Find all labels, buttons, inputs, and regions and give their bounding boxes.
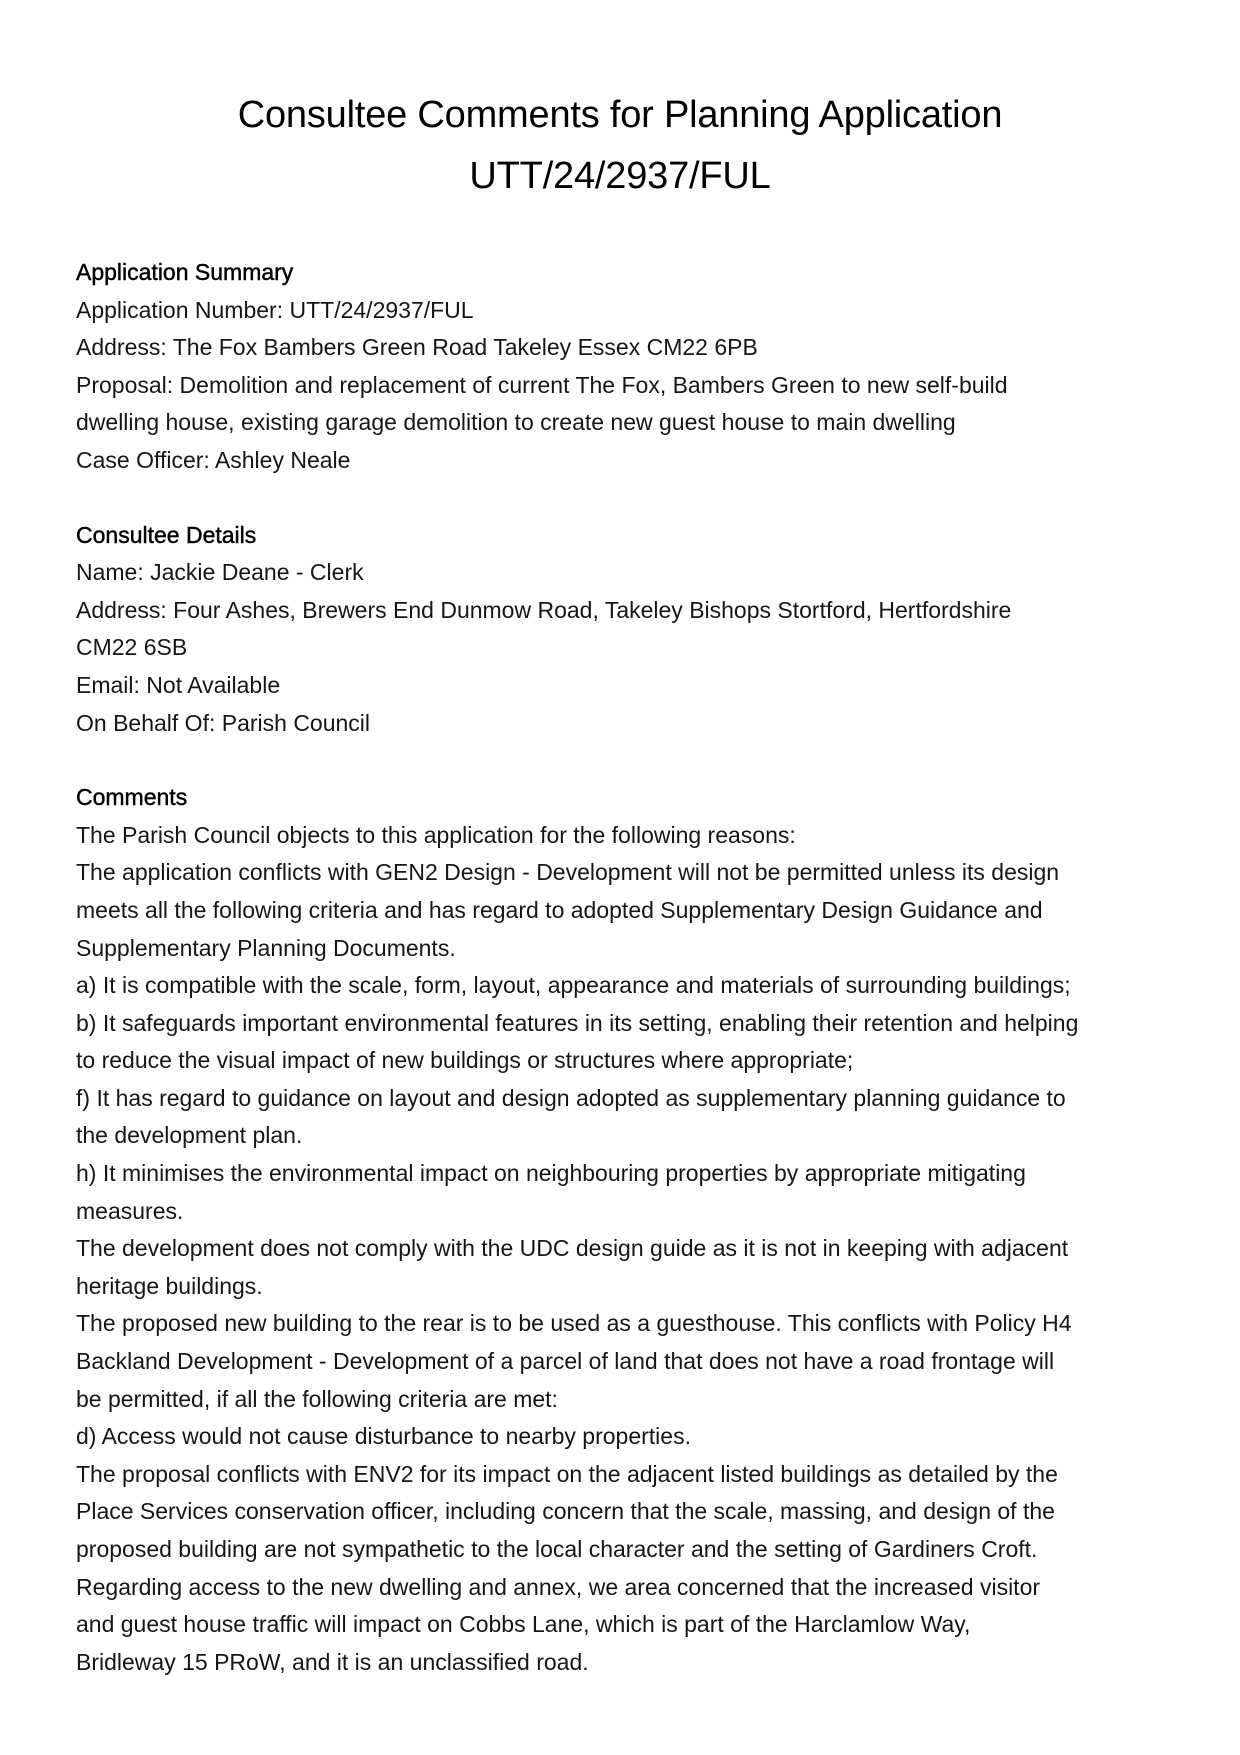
comment-line: and guest house traffic will impact on Cobbs Lane, which is part of the Harclamlow Way, bbox=[76, 1611, 971, 1638]
application-summary-section bbox=[76, 254, 1176, 480]
application-reference-title: UTT/24/2937/FUL bbox=[469, 155, 771, 197]
case-officer: Case Officer: Ashley Neale bbox=[76, 446, 351, 473]
comment-line: h) It minimises the environmental impact on neighbouring properties by appropriate mitigating bbox=[76, 1160, 1026, 1187]
comments-heading: Comments bbox=[76, 784, 188, 811]
comment-line: The proposed new building to the rear is to be used as a guesthouse. This conflicts with Policy H4 bbox=[76, 1310, 1072, 1337]
comment-line: The development does not comply with the UDC design guide as it is not in keeping with adjacent bbox=[76, 1235, 1069, 1262]
consultee-email: Email: Not Available bbox=[76, 671, 281, 698]
comments-section bbox=[76, 779, 1176, 1681]
application-address: Address: The Fox Bambers Green Road Takeley Essex CM22 6PB bbox=[76, 334, 758, 361]
comment-line: d) Access would not cause disturbance to nearby properties. bbox=[76, 1423, 691, 1450]
comment-line: proposed building are not sympathetic to the local character and the setting of Gardiners Croft. bbox=[76, 1536, 1038, 1562]
comment-line: Regarding access to the new dwelling and annex, we area concerned that the increased visitor bbox=[76, 1573, 1041, 1600]
comment-line: f) It has regard to guidance on layout and design adopted as supplementary planning guidance to bbox=[76, 1084, 1066, 1111]
page-title-line-1: Consultee Comments for Planning Application bbox=[237, 94, 1003, 136]
document-content bbox=[76, 254, 1176, 1681]
proposal-line-1: Proposal: Demolition and replacement of current The Fox, Bambers Green to new self-build bbox=[76, 371, 1008, 398]
comment-line: The proposal conflicts with ENV2 for its impact on the adjacent listed buildings as detailed by the bbox=[76, 1460, 1058, 1487]
page-title bbox=[0, 92, 1240, 199]
consultee-details-section bbox=[76, 517, 1176, 743]
comment-line: Place Services conservation officer, including concern that the scale, massing, and design of the bbox=[76, 1498, 1055, 1525]
comment-line: a) It is compatible with the scale, form, layout, appearance and materials of surrounding buildings; bbox=[76, 972, 1071, 999]
comment-line: Supplementary Planning Documents. bbox=[76, 934, 456, 961]
comment-line: Backland Development - Development of a parcel of land that does not have a road frontage will bbox=[76, 1348, 1055, 1375]
consultee-address-line-2: CM22 6SB bbox=[76, 634, 188, 661]
comment-line: b) It safeguards important environmental features in its setting, enabling their retention and helping bbox=[76, 1009, 1079, 1036]
comment-line: Bridleway 15 PRoW, and it is an unclassified road. bbox=[76, 1648, 589, 1675]
comment-line: measures. bbox=[76, 1197, 184, 1224]
comment-line: to reduce the visual impact of new buildings or structures where appropriate; bbox=[76, 1047, 854, 1074]
consultee-details-heading: Consultee Details bbox=[76, 521, 257, 548]
consultee-name: Name: Jackie Deane - Clerk bbox=[76, 559, 364, 586]
consultee-address-line-1: Address: Four Ashes, Brewers End Dunmow Road, Takeley Bishops Stortford, Hertfordshire bbox=[76, 596, 1012, 623]
comment-line: the development plan. bbox=[76, 1122, 303, 1149]
application-number: Application Number: UTT/24/2937/FUL bbox=[76, 296, 474, 323]
comment-line: The application conflicts with GEN2 Design - Development will not be permitted unless its design bbox=[76, 859, 1060, 886]
application-summary-heading: Application Summary bbox=[76, 259, 294, 285]
comment-line: heritage buildings. bbox=[76, 1272, 263, 1299]
comment-line: meets all the following criteria and has regard to adopted Supplementary Design Guidance and bbox=[76, 896, 1043, 923]
consultee-on-behalf-of: On Behalf Of: Parish Council bbox=[76, 709, 371, 736]
comment-line: The Parish Council objects to this application for the following reasons: bbox=[76, 821, 796, 848]
proposal-line-2: dwelling house, existing garage demolition to create new guest house to main dwelling bbox=[76, 409, 956, 436]
comment-line: be permitted, if all the following criteria are met: bbox=[76, 1385, 558, 1412]
